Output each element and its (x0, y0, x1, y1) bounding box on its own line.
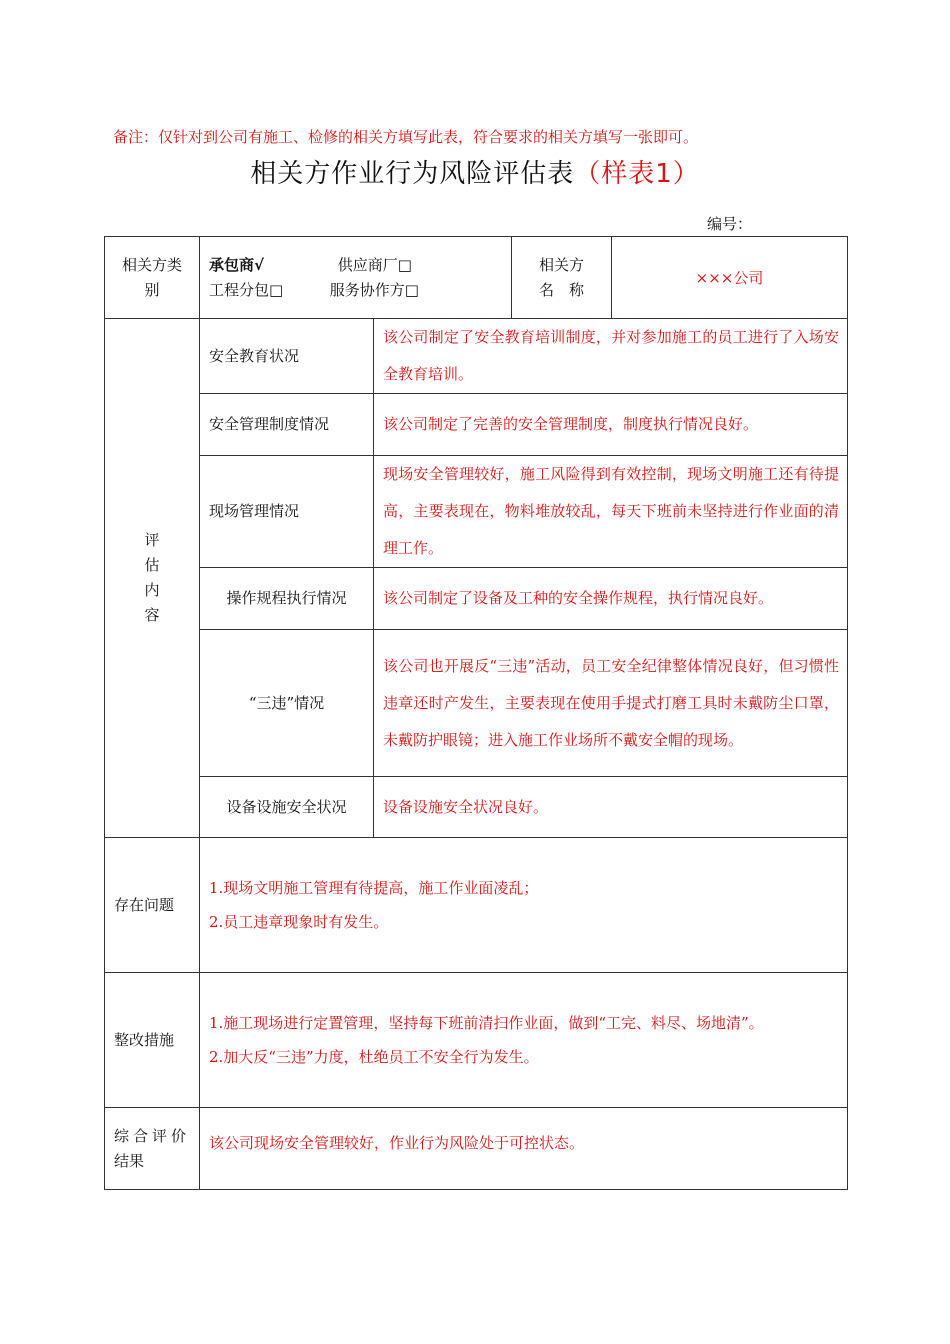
eval-item-content[interactable]: 现场安全管理较好，施工风险得到有效控制，现场文明施工还有待提高，主要表现在，物料堆放较乱，每天下班前未坚持进行作业面的清理工作。 (374, 456, 848, 568)
party-type-options-row2 (209, 278, 511, 303)
eval-item-content[interactable]: 该公司制定了完善的安全管理制度，制度执行情况良好。 (374, 394, 848, 456)
option-service-partner[interactable] (330, 281, 419, 299)
eval-section-char: 容 (144, 606, 160, 624)
issues-row (105, 838, 848, 973)
option-supplier[interactable] (338, 256, 412, 274)
party-type-label-line2: 别 (144, 280, 160, 299)
eval-row-system (105, 394, 848, 456)
serial-label: 编号： (707, 215, 753, 233)
measure-line: 1.施工现场进行定置管理，坚持每下班前清扫作业面，做到“工完、料尽、场地清”。 (209, 1014, 764, 1032)
option-service-partner-checkbox: □ (404, 280, 419, 299)
eval-item-label: “三违”情况 (200, 630, 374, 777)
party-name-label-line2: 名 称 (539, 280, 585, 299)
eval-section-char: 评 (144, 531, 160, 549)
issues-content[interactable] (200, 838, 848, 973)
eval-section-label (105, 319, 200, 838)
issue-line: 2.员工违章现象时有发生。 (209, 913, 389, 931)
measures-row (105, 973, 848, 1108)
option-contractor-label: 承包商 (209, 255, 255, 274)
measure-line: 2.加大反“三违”力度，杜绝员工不安全行为发生。 (209, 1048, 539, 1066)
option-supplier-checkbox: □ (397, 255, 412, 274)
party-name-label (512, 237, 612, 319)
party-row (105, 237, 848, 319)
serial-number (707, 213, 772, 234)
option-contractor[interactable] (209, 253, 333, 278)
party-type-label (105, 237, 200, 319)
party-type-options-row1 (209, 253, 511, 278)
eval-item-label: 操作规程执行情况 (200, 568, 374, 630)
option-subcontract-label: 工程分包 (209, 280, 270, 299)
eval-section-char: 估 (144, 556, 160, 574)
eval-row-education (105, 319, 848, 394)
eval-item-content[interactable]: 该公司制定了安全教育培训制度，并对参加施工的员工进行了入场安全教育培训。 (374, 319, 848, 394)
eval-item-label: 设备设施安全状况 (200, 777, 374, 838)
summary-label-line1: 综合评价 (114, 1127, 191, 1145)
eval-row-violations (105, 630, 848, 777)
option-subcontract-checkbox: □ (269, 280, 284, 299)
remark-note: 备注：仅针对到公司有施工、检修的相关方填写此表，符合要求的相关方填写一张即可。 (113, 128, 699, 146)
eval-item-content[interactable]: 该公司制定了设备及工种的安全操作规程，执行情况良好。 (374, 568, 848, 630)
party-name-value[interactable]: ×××公司 (612, 237, 848, 319)
issue-line: 1.现场文明施工管理有待提高，施工作业面凌乱； (209, 879, 539, 897)
summary-label (105, 1108, 200, 1190)
measures-label: 整改措施 (105, 973, 200, 1108)
title-main: 相关方作业行为风险评估表 (250, 159, 575, 189)
eval-row-site (105, 456, 848, 568)
summary-content[interactable]: 该公司现场安全管理较好，作业行为风险处于可控状态。 (200, 1108, 848, 1190)
eval-item-label: 现场管理情况 (200, 456, 374, 568)
option-subcontract[interactable] (209, 278, 325, 303)
eval-item-content[interactable]: 该公司也开展反“三违”活动，员工安全纪律整体情况良好，但习惯性违章还时产发生，主要表现在使用手提式打磨工具时未戴防尘口罩，未戴防护眼镜；进入施工作业场所不戴安全帽的现场。 (374, 630, 848, 777)
option-service-partner-label: 服务协作方 (329, 280, 405, 299)
assessment-table (104, 236, 848, 1190)
eval-row-equipment (105, 777, 848, 838)
eval-row-procedure (105, 568, 848, 630)
measures-content[interactable] (200, 973, 848, 1108)
eval-item-label: 安全教育状况 (200, 319, 374, 394)
option-contractor-checkmark: √ (254, 255, 265, 274)
title-suffix: （样表1） (574, 159, 700, 189)
party-type-options (200, 237, 512, 319)
issues-label: 存在问题 (105, 838, 200, 973)
option-supplier-label: 供应商厂 (337, 255, 398, 274)
summary-row (105, 1108, 848, 1190)
summary-label-line2: 结果 (114, 1152, 145, 1170)
eval-item-content[interactable]: 设备设施安全状况良好。 (374, 777, 848, 838)
party-name-label-line1: 相关方 (539, 255, 585, 274)
page-title (0, 153, 950, 190)
eval-section-char: 内 (144, 581, 160, 599)
party-type-label-line1: 相关方类 (121, 255, 182, 274)
eval-item-label: 安全管理制度情况 (200, 394, 374, 456)
